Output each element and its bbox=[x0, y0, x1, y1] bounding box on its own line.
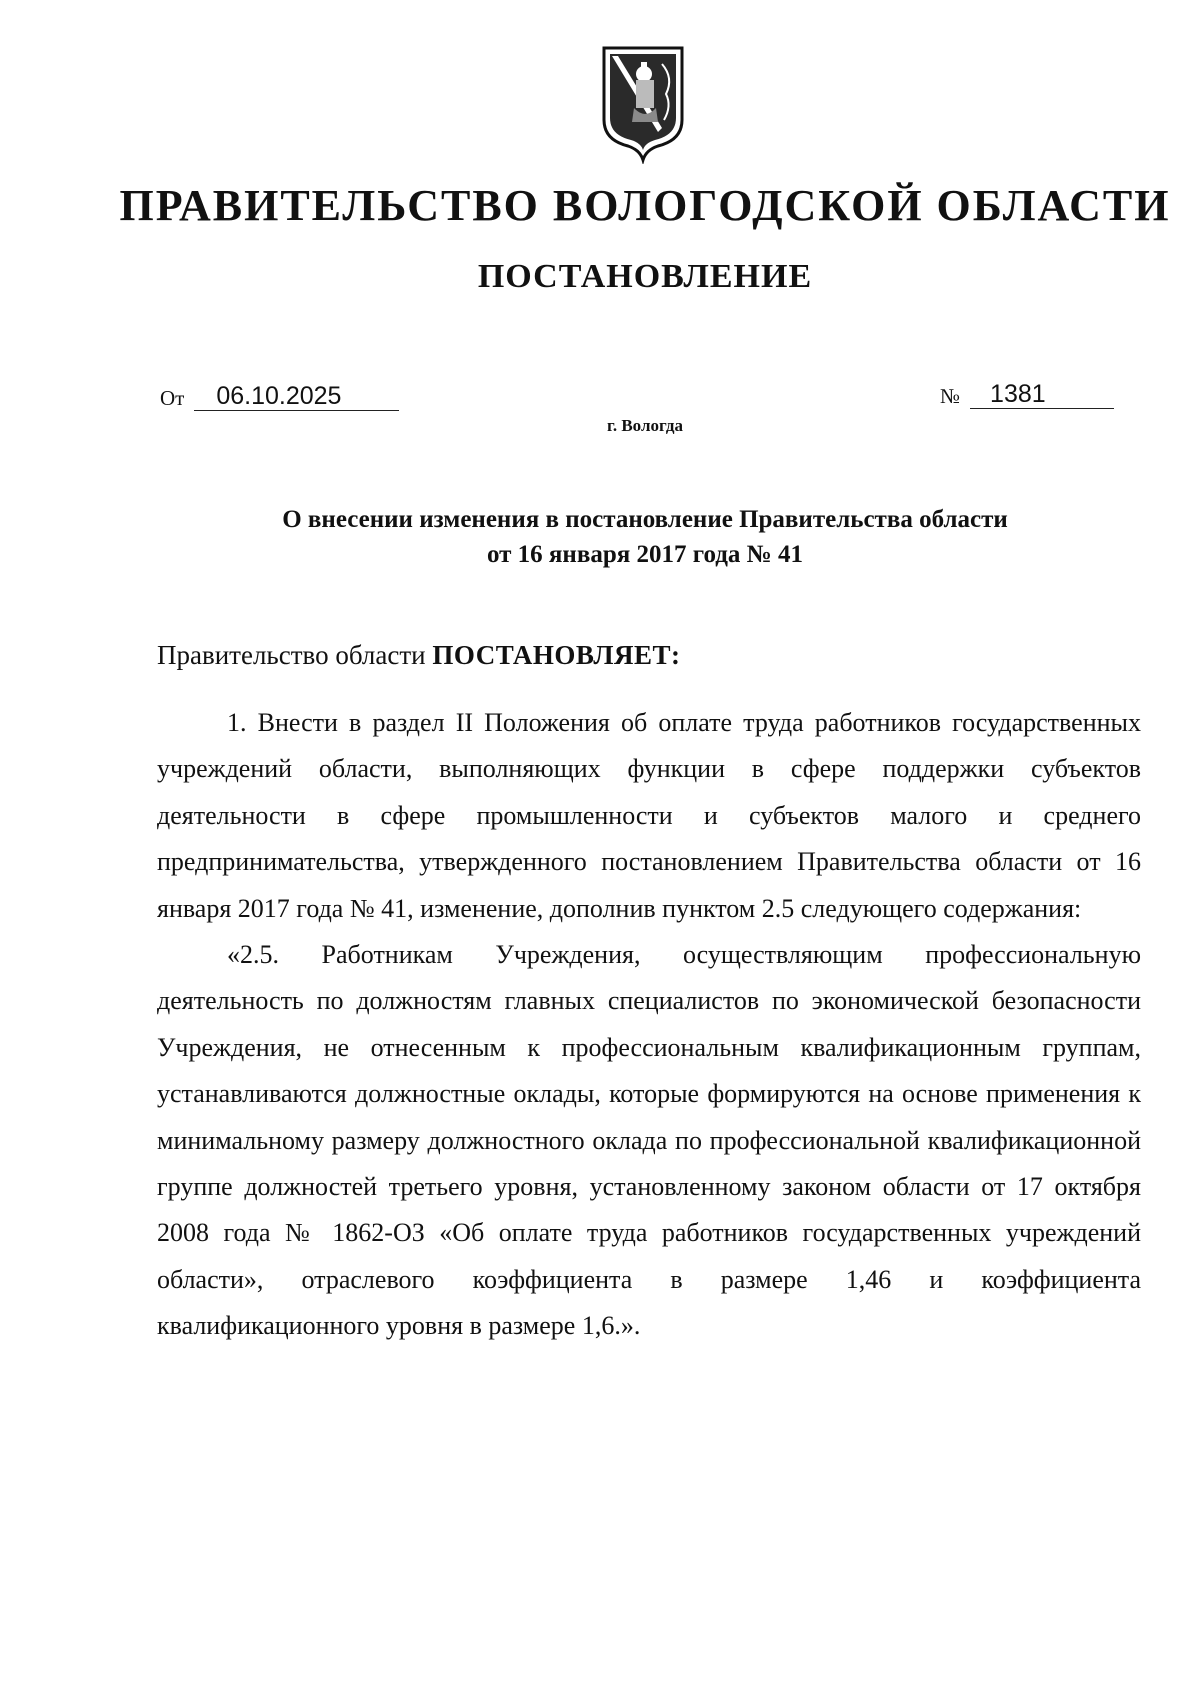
body-paragraph-2: «2.5. Работникам Учреждения, осуществляющим профессиональную деятельность по должностям главных специалистов по экономической безопасности Учреждения, не отнесенным к профессиональным квалификационным группам, устанавливаются должностные оклады, которые формируются на основе применения к минимальному размеру должностного оклада по профессиональной квалификационной группе должностей третьего уровня, установленному законом области от 17 октября 2008 года № 1862-ОЗ «Об оплате труда работников государственных учреждений области», отраслевого коэффициента в размере 1,46 и коэффициента квалификационного уровня в размере 1,6.». bbox=[157, 940, 1141, 1341]
city-label: г. Вологда bbox=[607, 416, 683, 435]
subject-line-2: от 16 января 2017 года № 41 bbox=[486, 541, 804, 568]
body-paragraph-1: 1. Внести в раздел II Положения об оплате труда работников государственных учреждений области, выполняющих функции в сфере поддержки субъектов деятельности в сфере промышленности и субъектов малого и среднего предпринимательства, утвержденного постановлением Правительства области от 16 января 2017 года № 41, изменение, дополнив пунктом 2.5 следующего содержания: bbox=[157, 708, 1141, 923]
date-prefix: От bbox=[160, 386, 185, 410]
preamble bbox=[157, 640, 680, 671]
document-number-field bbox=[940, 380, 1114, 409]
document-subject bbox=[0, 502, 1200, 572]
organization-title: ПРАВИТЕЛЬСТВО ВОЛОГОДСКОЙ ОБЛАСТИ bbox=[119, 181, 1171, 230]
number-prefix: № bbox=[940, 384, 961, 408]
document-number: 1381 bbox=[970, 380, 1114, 409]
coat-of-arms-icon bbox=[598, 44, 688, 164]
document-date: 06.10.2025 bbox=[194, 382, 399, 411]
document-body bbox=[157, 700, 1141, 1350]
document-type-heading: ПОСТАНОВЛЕНИЕ bbox=[477, 258, 813, 295]
preamble-text: Правительство области bbox=[157, 640, 426, 670]
preamble-action: ПОСТАНОВЛЯЕТ: bbox=[432, 640, 681, 670]
document-date-field bbox=[160, 382, 399, 411]
subject-line-1: О внесении изменения в постановление Правительства области bbox=[282, 506, 1008, 533]
